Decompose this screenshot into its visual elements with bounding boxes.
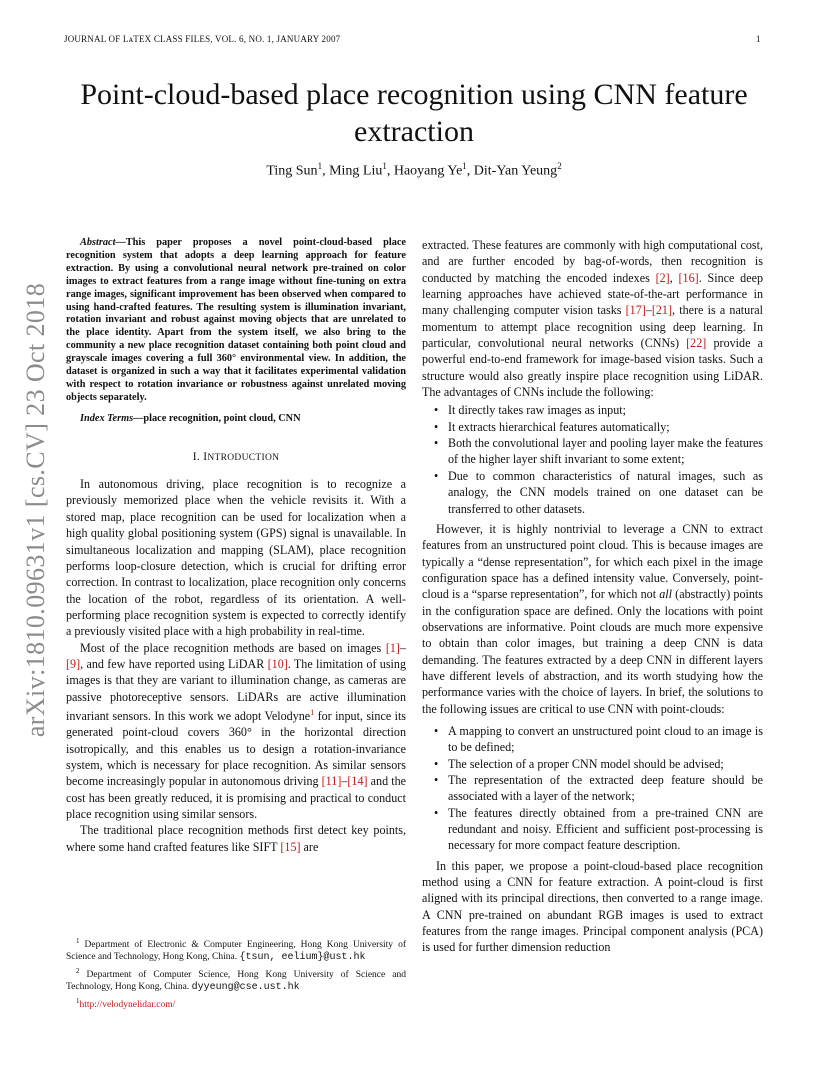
citation-link[interactable]: [1] <box>385 640 400 655</box>
abstract <box>66 237 406 405</box>
author-affiliation-mark: 2 <box>557 161 562 171</box>
citation-link[interactable]: [9] <box>66 656 81 671</box>
citation-link[interactable]: [10] <box>267 656 288 671</box>
abstract-lead: Abstract <box>80 237 116 248</box>
citation-link[interactable]: [16] <box>678 270 699 285</box>
email-text: {tsun, eelium}@ust.hk <box>239 952 366 964</box>
body-paragraph: In this paper, we propose a point-cloud-based place recognition method using a CNN for feature extraction. A point-cloud is first aligned with its principal directions, then converted to a range image. A CNN pre-trained on abundant RGB images is used to extract features from the range images. Principal component analysis (PCA) is used for further dimension reduction <box>422 858 763 955</box>
body-paragraph: extracted. These features are commonly with high computational cost, and are further encoded by bag-of-words, then recognition is conducted by matching the encoded indexes [2], [16]. Since deep learning approaches have achieved state-of-the-art performance in many challenging computer vision tasks [17]–[21], there is a natural momentum to attempt place recognition using deep learning. In particular, convolutional neural networks (CNNs) [22] provide a powerful end-to-end framework for image-based vision tasks. Such a structure would also greatly inspire place recognition using LiDAR. The advantages of CNNs include the following: <box>422 238 764 400</box>
citation-link[interactable]: [14] <box>347 774 368 789</box>
author-affiliation-mark: 1 <box>317 161 323 171</box>
author-name: Haoyang Ye <box>393 163 463 179</box>
paper-title: Point-cloud-based place recognition using CNN feature extraction <box>80 78 748 148</box>
section-heading-introduction: I. INTRODUCTION <box>192 450 280 463</box>
list-item: • The selection of a proper CNN model should be advised; <box>422 756 763 772</box>
citation-link[interactable]: [21] <box>651 303 673 318</box>
footnote-affiliation: $^2$ Department of Computer Science, Hong Kong University of Science and Technology, Hong Kong, China. dyyeung@cse.ust.hk <box>66 967 406 994</box>
list-item: • A mapping to convert an unstructured point cloud to an image is to be defined; <box>422 723 763 756</box>
citation-link[interactable]: [11] <box>321 774 342 789</box>
list-item: • Both the convolutional layer and pooling layer make the features of the higher layer shift invariant to some extent; <box>422 435 763 468</box>
list-item: • It directly takes raw images as input; <box>422 402 763 418</box>
footnote-link[interactable]: 1 <box>310 707 315 717</box>
left-column <box>66 237 406 855</box>
intro-paragraph: In autonomous driving, place recognition is to recognize a previously memorized place when the vehicle revisits it. With a stored map, place recognition can be used for localization when a high quality global positioning system (GPS) signal is unavailable. In simultaneous localization and mapping (SLAM), place recognition performs loop-closure detection, which is crucial for drifting error correction. In contrast to localization, place recognition only concerns the location of the robot, regardless of its orientation. A well-performing place recognition system is expected to correctly identify a previously visited place with a high probability in real-time. <box>66 477 406 639</box>
citation-link[interactable]: [2] <box>655 270 670 285</box>
index-terms <box>66 412 406 425</box>
citation-link[interactable]: [22] <box>686 336 707 351</box>
page-number: 1 <box>756 34 761 44</box>
list-item: • Due to common characteristics of natural images, such as analogy, the CNN models trained on one dataset can be transferred to other datasets. <box>422 468 763 517</box>
index-terms-text: —place recognition, point cloud, CNN <box>133 412 301 424</box>
citation-link[interactable]: [17] <box>625 303 646 318</box>
abstract-text: —This paper proposes a novel point-cloud-based place recognition system that adopts a deep learning approach for feature extraction. By using a convolutional neural network pre-trained on color images to extract features from a range image without fine-tuning on extra range images, significant improvement has been observed when compared to using hand-crafted features. The resulting system is illumination invariant, rotation invariant and robust against moving objects that are unrelated to the place identity. Apart from the system itself, we also bring to the community a new place recognition dataset containing both point cloud and grayscale images covering a full 360° environmental view. In addition, the dataset is organized in such a way that it facilitates experimental validation with respect to rotation invariance or robustness against unrelated moving objects separately. <box>66 237 406 403</box>
author-name: Ming Liu <box>329 163 383 179</box>
citation-link[interactable]: [15] <box>280 839 301 854</box>
author-name: Ting Sun <box>266 163 318 179</box>
critical-issues-list <box>422 723 763 854</box>
velodyne-link[interactable]: http://velodynelidar.com/ <box>79 1000 176 1011</box>
list-item: • It extracts hierarchical features automatically; <box>422 419 763 435</box>
arxiv-stamp: arXiv:1810.09631v1 [cs.CV] 23 Oct 2018 <box>21 282 50 738</box>
right-column <box>422 237 763 956</box>
body-paragraph: However, it is highly nontrivial to leverage a CNN to extract features from an unstructured point cloud. This is because images are typically a “dense representation”, for which each pixel in the image configuration space has a defined intensity value. Conversely, point-cloud is a “sparse representation”, for which not all (abstractly) points in the configuration space are defined. Only the locations with point observations are informative. Point clouds are much more expensive to obtain than color images, but training a deep CNN is data demanding. The features extracted by a deep CNN in different layers have different levels of abstraction, and its worth studying how the performance varies with the choice of layers. In brief, the solutions to the following issues are critical to use CNN with point-clouds: <box>422 521 763 716</box>
intro-paragraph: The traditional place recognition methods first detect key points, where some hand crafted features like SIFT [15] are <box>66 823 406 854</box>
running-head: JOURNAL OF LᴀTEX CLASS FILES, VOL. 6, NO. 1, JANUARY 2007 <box>64 34 341 44</box>
index-terms-lead: Index Terms <box>80 412 134 424</box>
footnote-url: $^1$http://velodynelidar.com/ <box>76 997 176 1011</box>
email-text: dyyeung@cse.ust.hk <box>191 982 300 994</box>
author-affiliation-mark: 1 <box>462 161 467 171</box>
cnn-advantages-list <box>422 402 763 516</box>
intro-paragraph: Most of the place recognition methods are based on images [1]–[9], and few have reported using LiDAR [10]. The limitation of using images is that they are variant to illumination change, as cameras are passive photoreceptive sensors. LiDARs are active illumination invariant sensors. In this work we adopt Velodyne$^1$ for input, since its generated point-cloud covers 360° in the horizontal direction isotropically, and this enables us to design a rotation-invariance system, which is necessary for place recognition. As similar sensors become increasingly popular in autonomous driving [11]–[14] and the cost has been greatly reduced, it is promising and practical to conduct place recognition using similar sensors. <box>66 640 407 822</box>
footnotes <box>66 935 406 1012</box>
author-list: Ting Sun$^1$, Ming Liu$^1$, Haoyang Ye$^1$, Dit-Yan Yeung$^2$ <box>266 161 562 179</box>
author-name: Dit-Yan Yeung <box>473 163 558 179</box>
author-affiliation-mark: 1 <box>382 161 387 171</box>
list-item: • The representation of the extracted deep feature should be associated with a layer of the network; <box>422 772 763 805</box>
list-item: • The features directly obtained from a pre-trained CNN are redundant and noisy. Efficient and sufficient post-processing is necessary for more compact feature description. <box>422 805 763 854</box>
footnote-affiliation: $^1$ Department of Electronic & Computer Engineering, Hong Kong University of Science and Technology, Hong Kong, China. {tsun, eelium}@ust.hk <box>66 937 406 964</box>
